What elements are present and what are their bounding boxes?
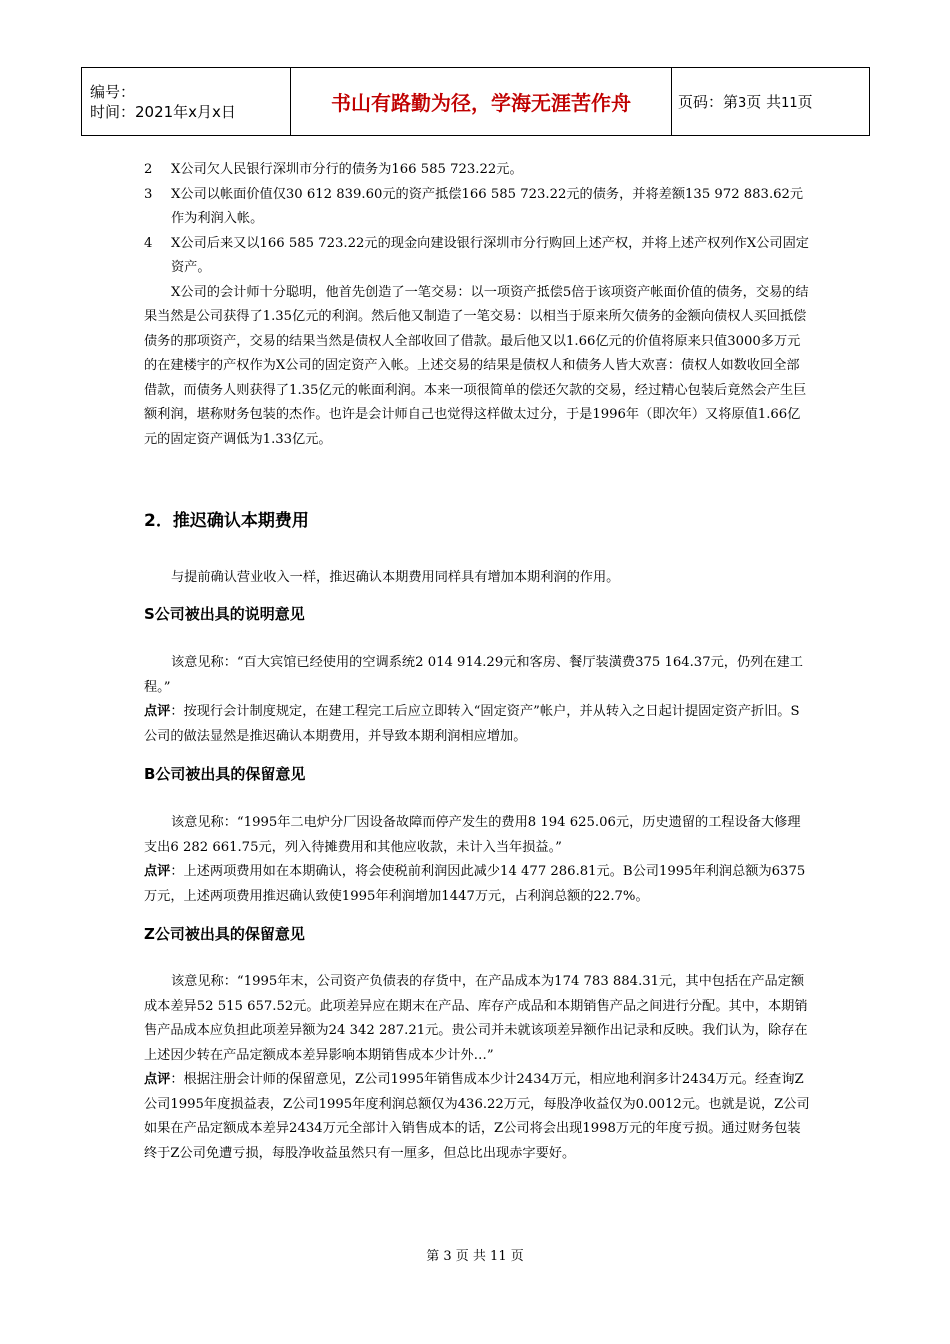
list-text: X公司欠人民银行深圳市分行的债务为166 585 723.22元。 xyxy=(171,162,523,177)
list-item xyxy=(144,232,810,281)
b-comment-paragraph xyxy=(144,860,810,909)
page-footer: 第 3 页 共 11 页 xyxy=(426,1249,524,1264)
list-text: X公司后来又以166 585 723.22元的现金向建设银行深圳市分行购回上述产权，并将上述产权列作X公司固定资产。 xyxy=(171,235,809,275)
s-quote: 该意见称：“百大宾馆已经使用的空调系统2 014 914.29元和客房、餐厅装潢费375 164.37元，仍列在建工程。” xyxy=(144,655,803,695)
page-end: 页 xyxy=(797,93,813,111)
header-meta xyxy=(82,68,291,136)
z-comment: ：根据注册会计师的保留意见，Z公司1995年销售成本少计2434万元，相应地利润多计2434万元。经查询Z公司1995年度损益表，Z公司1995年度利润总额仅为436.22万元，每股净收益仅为0.0012元。也就是说，Z公司如果在产品定额成本差异2434万元全部计入销售成本的话，Z公司将会出现1998万元的年度亏损。通过财务包装终于Z公司免遭亏损，每股净收益虽然只有一厘多，但总比出现赤字要好。 xyxy=(144,1072,810,1161)
section-2-title: 2．推迟确认本期费用 xyxy=(144,511,309,531)
b-company-block xyxy=(144,811,810,909)
list-number: 4 xyxy=(144,235,153,251)
section-2-intro-block xyxy=(144,566,810,591)
s-company-title: S公司被出具的说明意见 xyxy=(144,605,305,623)
list-item xyxy=(144,158,810,183)
date-label: 时间：2021年x月x日 xyxy=(90,102,236,121)
comment-label: 点评 xyxy=(144,704,171,719)
comment-label: 点评 xyxy=(144,1072,171,1087)
list-item xyxy=(144,183,810,232)
page-header xyxy=(81,67,870,136)
analysis-paragraph: X公司的会计师十分聪明，他首先创造了一笔交易：以一项资产抵偿5倍于该项资产帐面价值的债务，交易的结果当然是公司获得了1.35亿元的利润。然后他又制造了一笔交易：以相当于原来所欠债务的金额向债权人买回抵偿债务的那项资产，交易的结果当然是债权人全部收回了借款。最后他又以1.66亿元的价值将原来只值3000多万元的在建楼宇的产权作为X公司的固定资产入帐。上述交易的结果是债权人和债务人皆大欢喜：债权人如数收回全部借款，而债务人则获得了1.35亿元的帐面利润。本来一项很简单的偿还欠款的交易，经过精心包装后竟然会产生巨额利润，堪称财务包装的杰作。也许是会计师自己也觉得这样做太过分，于是1996年（即次年）又将原值1.66亿元的固定资产调低为1.33亿元。 xyxy=(144,284,809,447)
b-comment: ：上述两项费用如在本期确认，将会使税前利润因此减少14 477 286.81元。B公司1995年利润总额为6375万元，上述两项费用推迟确认致使1995年利润增加1447万元，占利润总额的22.7%。 xyxy=(144,864,806,904)
list-number: 2 xyxy=(144,162,153,177)
s-comment-paragraph xyxy=(144,700,810,749)
list-number: 3 xyxy=(144,186,153,202)
number-label: 编号： xyxy=(90,82,136,101)
comment-label: 点评 xyxy=(144,864,171,879)
page-label: 页码：第 xyxy=(678,93,739,111)
page-mid: 页 共 xyxy=(746,93,782,111)
list-text: X公司以帐面价值仅30 612 839.60元的资产抵偿166 585 723.22元的债务，并将差额135 972 883.62元作为利润入帐。 xyxy=(171,186,804,226)
page-total: 11 xyxy=(781,96,798,111)
b-quote: 该意见称：“1995年二电炉分厂因设备故障而停产发生的费用8 194 625.06元，历史遗留的工程设备大修理支出6 282 661.75元，列入待摊费用和其他应收款，未计入当年损益。” xyxy=(144,815,801,855)
header-page-info xyxy=(672,68,870,136)
z-comment-paragraph xyxy=(144,1068,810,1166)
b-company-title: B公司被出具的保留意见 xyxy=(144,765,306,783)
section-2-intro: 与提前确认营业收入一样，推迟确认本期费用同样具有增加本期利润的作用。 xyxy=(171,570,620,585)
z-quote: 该意见称：“1995年末，公司资产负债表的存货中，在产品成本为174 783 884.31元，其中包括在产品定额成本差异52 515 657.52元。此项差异应在期末在产品、库存产成品和本期销售产品之间进行分配。其中，本期销售产品成本应负担此项差异额为24 342 287.21元。贵公司并未就该项差异额作出记录和反映。我们认为，除存在上述因少转在产品定额成本差异影响本期销售成本少计外…” xyxy=(144,974,808,1063)
intro-content xyxy=(144,158,810,452)
z-company-title: Z公司被出具的保留意见 xyxy=(144,925,305,943)
page-number: 3 xyxy=(738,96,747,111)
z-company-block xyxy=(144,970,810,1166)
s-company-block xyxy=(144,651,810,749)
s-comment: ：按现行会计制度规定，在建工程完工后应立即转入“固定资产”帐户，并从转入之日起计提固定资产折旧。S公司的做法显然是推迟确认本期费用，并导致本期利润相应增加。 xyxy=(144,704,800,744)
header-motto: 书山有路勤为径，学海无涯苦作舟 xyxy=(291,68,672,136)
